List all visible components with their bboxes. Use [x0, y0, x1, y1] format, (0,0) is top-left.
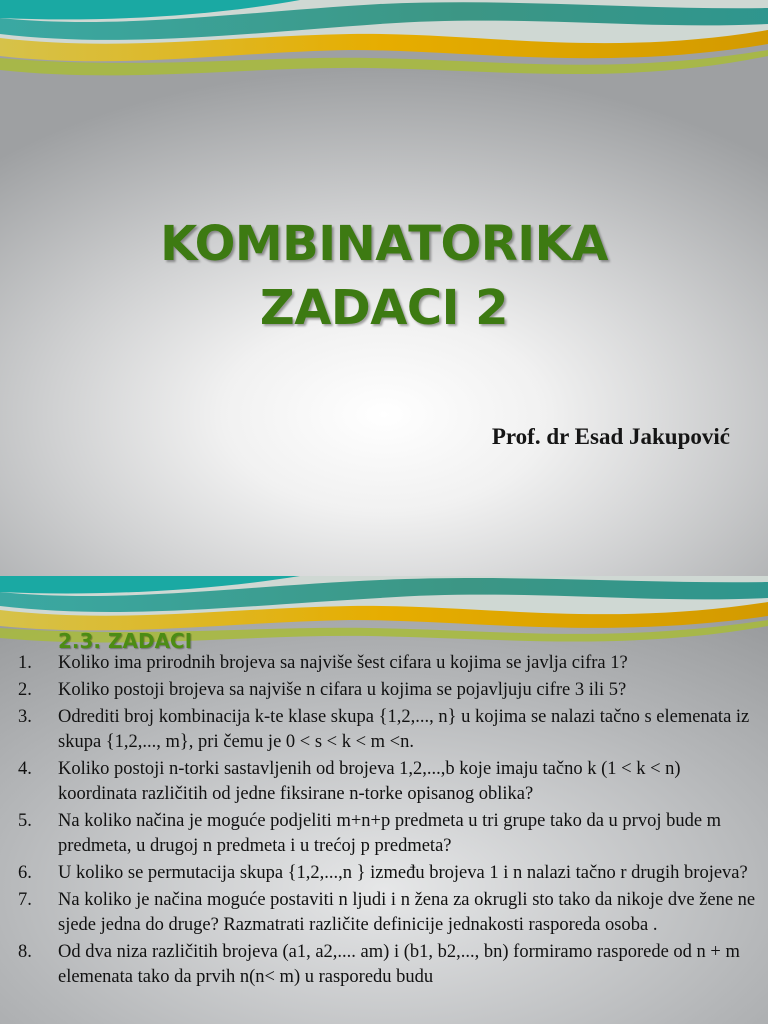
problem-text: Na koliko je načina moguće postaviti n ljudi i n žena za okrugli sto tako da nikoje dve žene ne sjede jedna do druge? Razmatrati različite definicije jednakosti rasporeda osoba .: [58, 890, 756, 935]
decorative-swoosh-top: [0, 0, 768, 92]
problem-item-2: [0, 678, 768, 703]
section-title: 2.3. ZADACI: [58, 629, 193, 653]
author-name: Prof. dr Esad Jakupović: [491, 424, 730, 449]
problem-number: 7.: [18, 890, 32, 910]
problem-number: 5.: [18, 811, 32, 831]
slide-subtitle: ZADACI 2: [259, 280, 509, 336]
problem-item-8: [0, 940, 768, 990]
slide-title: KOMBINATORIKA: [160, 216, 608, 272]
problem-number: 8.: [18, 942, 32, 962]
problem-item-6: [0, 861, 768, 886]
problem-number: 3.: [18, 707, 32, 727]
problem-text: Koliko ima prirodnih brojeva sa najviše šest cifara u kojima se javlja cifra 1?: [58, 653, 628, 673]
problem-item-7: [0, 888, 768, 938]
problem-item-5: [0, 809, 768, 859]
problem-text: U koliko se permutacija skupa {1,2,...,n } između brojeva 1 i n nalazi tačno r drugih brojeva?: [58, 863, 748, 883]
problem-item-1: [0, 651, 768, 676]
problem-text: Na koliko načina je moguće podjeliti m+n+p predmeta u tri grupe tako da u prvoj bude m predmeta, u drugoj n predmeta i u trećoj p predmeta?: [58, 811, 722, 856]
problem-item-4: [0, 757, 768, 807]
problem-number: 6.: [18, 863, 32, 883]
problem-number: 2.: [18, 680, 32, 700]
problem-text: Od dva niza različitih brojeva (a1, a2,.... am) i (b1, b2,..., bn) formiramo rasporede od n + m elemenata tako da prvih n(n< m) u rasporedu budu: [58, 942, 740, 987]
problem-text: Koliko postoji n-torki sastavljenih od brojeva 1,2,...,b koje imaju tačno k (1 < k < n) koordinata različitih od jedne fiksirane n-torke opisanog oblika?: [58, 759, 681, 804]
problem-list: [0, 651, 768, 992]
problem-item-3: [0, 705, 768, 755]
title-block: [0, 212, 768, 340]
problem-text: Odrediti broj kombinacija k-te klase skupa {1,2,..., n} u kojima se nalazi tačno s elemenata iz skupa {1,2,..., m}, pri čemu je 0 < s < k < m <n.: [58, 707, 750, 752]
problem-number: 4.: [18, 759, 32, 779]
problem-text: Koliko postoji brojeva sa najviše n cifara u kojima se pojavljuju cifre 3 ili 5?: [58, 680, 627, 700]
problem-number: 1.: [18, 653, 32, 673]
problems-slide: [0, 576, 768, 1024]
